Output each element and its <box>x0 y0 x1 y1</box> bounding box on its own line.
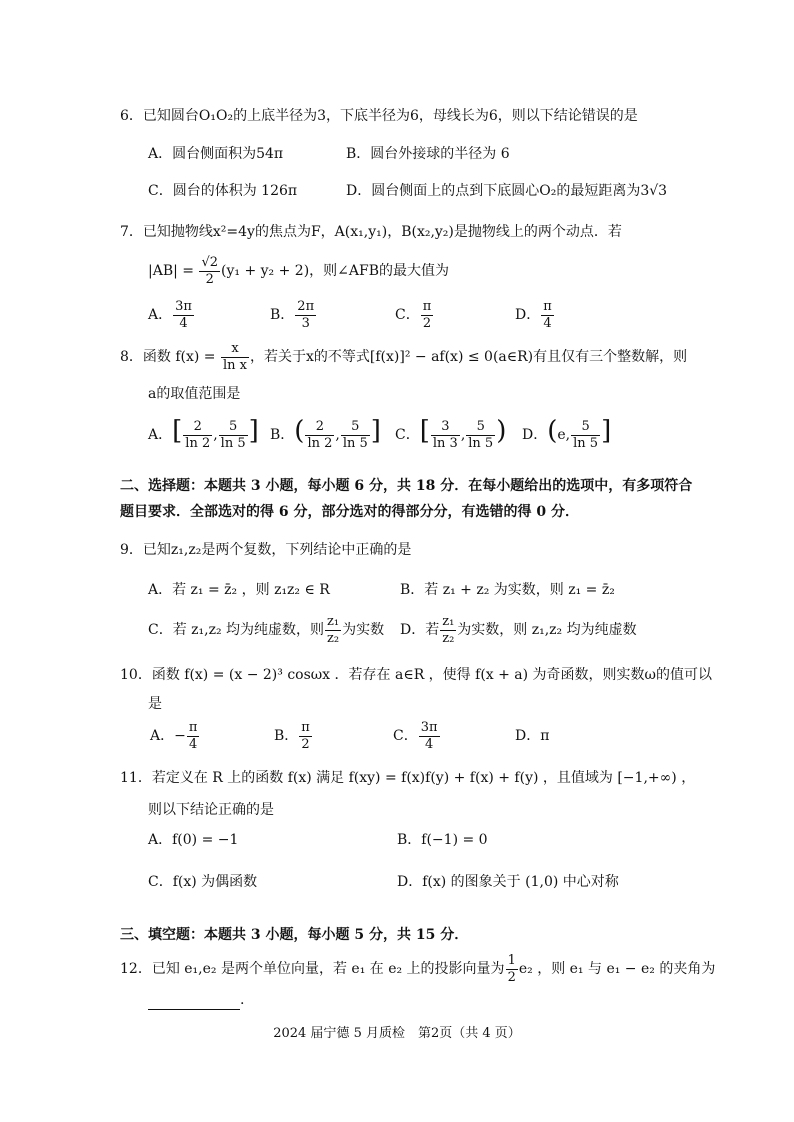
q8-option-c: C．[ $\frac{3}{\ln 3}$ , $\frac{5}{\ln 5}$ ) <box>395 416 507 451</box>
q7-b-den: 3 <box>301 315 310 331</box>
q10-b-den: 2 <box>301 736 310 752</box>
q8-c-rbracket: ) <box>496 416 507 446</box>
q8-d-d2: ln 5 <box>573 435 599 451</box>
q7-stem: 7．已知抛物线x²=4y的焦点为F，A(x₁,y₁)，B(x₂,y₂)是抛物线上的两个动点．若 <box>120 224 622 240</box>
q9-c-den: z₂ <box>327 630 340 646</box>
q8-f-num: x <box>221 341 249 358</box>
q10-a-den: 4 <box>188 736 198 752</box>
q10-c-frac <box>419 720 440 753</box>
q9-c-pre: C．若 z₁,z₂ 均为纯虚数，则 <box>148 622 325 638</box>
q12-end: . <box>240 992 245 1008</box>
q7-option-a <box>148 298 195 332</box>
q7-a-label: A． <box>148 307 173 323</box>
q11-stem-2: 则以下结论正确的是 <box>148 802 274 818</box>
q8-b-label: B． <box>270 427 295 443</box>
q10-option-b <box>274 718 313 754</box>
q8-c-frac2 <box>466 419 495 452</box>
q11-option-b: B．f(−1) = 0 <box>397 832 488 848</box>
q10-a-label: A．− <box>150 728 186 744</box>
q8-c-lbracket: [ <box>419 416 430 446</box>
q8-b-n2: 5 <box>341 419 370 436</box>
q8-a-n1: 2 <box>183 419 212 436</box>
q10-c-num: 3π <box>420 719 438 735</box>
q11-option-d: D．f(x) 的图象关于 (1,0) 中心对称 <box>397 874 619 890</box>
q9-d-post: 为实数，则 z₁,z₂ 均为纯虚数 <box>457 622 637 638</box>
section2-heading-2: 题目要求．全部选对的得 6 分，部分选对的得部分分，有选错的得 0 分． <box>120 504 579 520</box>
q8-f-frac <box>221 341 249 374</box>
q8-f-den: ln x <box>223 357 247 373</box>
q9-stem: 9．已知z₁,z₂是两个复数，下列结论中正确的是 <box>120 542 412 558</box>
q7-option-d <box>515 298 555 332</box>
q6-option-d: D．圆台侧面上的点到下底圆心O₂的最短距离为3√3 <box>346 183 668 199</box>
q10-stem: 10．函数 f(x) = (x − 2)³ cosωx ．若存在 a∈R ，使得 f(x + a) 为奇函数，则实数ω的值可以 <box>120 667 712 683</box>
q8-c-n2: 5 <box>466 419 495 436</box>
q7-cond-den: 2 <box>205 271 214 287</box>
q9-d-frac <box>440 614 456 647</box>
q9-option-b: B．若 z₁ + z₂ 为实数，则 z₁ = z̄₂ <box>400 582 615 598</box>
q9-d-num: z₁ <box>442 613 455 629</box>
q7-cond-pre: |AB| = <box>148 263 199 279</box>
page-footer: 2024 届宁德 5 月质检 第2页（共 4 页） <box>273 1026 521 1041</box>
answer-blank[interactable] <box>148 995 240 1010</box>
q8-d-n2: 5 <box>571 419 600 436</box>
q8-option-d <box>522 412 611 454</box>
q7-d-label: D． <box>515 307 541 323</box>
q9-c-frac <box>325 614 341 647</box>
q8-option-b: B．( $\frac{2}{\ln 2}$ , $\frac{5}{\ln 5}$ ] <box>270 416 381 451</box>
q8-d-label: D． <box>522 427 548 443</box>
q8-a-d2: ln 5 <box>220 435 246 451</box>
q7-a-num: 3π <box>175 298 192 314</box>
q8-d-rbracket: ] <box>601 416 612 446</box>
q11-option-a: A．f(0) = −1 <box>148 832 239 848</box>
q6-option-a: A．圆台侧面积为54π <box>148 146 284 162</box>
q10-c-den: 4 <box>424 736 434 752</box>
q7-a-frac <box>173 299 194 332</box>
q11-stem: 11．若定义在 R 上的函数 f(x) 满足 f(xy) = f(x)f(y) + f(x) + f(y) ，且值域为 [−1,+∞) ， <box>120 770 696 786</box>
q7-option-b <box>270 298 317 332</box>
q8-c-label: C． <box>395 427 420 443</box>
q12-num: 1 <box>507 952 516 968</box>
q8-d-frac2 <box>571 419 600 452</box>
q7-cond-num: √2 <box>201 254 219 270</box>
q8-b-rbracket: ] <box>370 416 381 446</box>
q7-b-num: 2π <box>297 298 315 314</box>
q9-d-pre: D．若 <box>400 622 440 638</box>
q12-stem <box>120 952 715 986</box>
q8-b-frac1 <box>305 419 334 452</box>
q9-option-a: A．若 z₁ = z̄₂ ，则 z₁z₂ ∈ R <box>148 582 330 598</box>
q8-stem <box>120 340 687 374</box>
q8-b-d2: ln 5 <box>342 435 368 451</box>
q10-b-num: π <box>301 719 310 735</box>
q12-den: 2 <box>507 969 516 985</box>
q7-c-frac <box>421 299 434 332</box>
q8-c-frac1 <box>431 419 460 452</box>
q7-b-label: B． <box>270 307 295 323</box>
q8-a-d1: ln 2 <box>185 435 211 451</box>
q8-stem-2: a的取值范围是 <box>148 386 241 402</box>
q7-condition <box>148 254 449 288</box>
q10-a-num: π <box>188 719 198 735</box>
q10-option-c <box>393 718 441 754</box>
q9-c-num: z₁ <box>327 613 340 629</box>
q10-option-d: D．π <box>515 728 550 744</box>
q12-frac <box>506 953 518 986</box>
q12-stem-post: e₂ ，则 e₁ 与 e₁ − e₂ 的夹角为 <box>518 961 716 977</box>
section2-heading: 二、选择题：本题共 3 小题，每小题 6 分，共 18 分．在每小题给出的选项中，有多项符合 <box>120 478 693 494</box>
section3-heading: 三、填空题：本题共 3 小题，每小题 5 分，共 15 分． <box>120 927 469 943</box>
q8-d-e: e, <box>557 427 571 443</box>
q8-a-frac2 <box>219 419 248 452</box>
q10-b-frac <box>299 720 312 753</box>
q7-c-num: π <box>422 298 432 314</box>
q8-option-a: A．[ $\frac{2}{\ln 2}$ , $\frac{5}{\ln 5}$ ] <box>148 416 259 451</box>
q7-d-den: 4 <box>543 315 552 331</box>
q10-b-label: B． <box>274 728 299 744</box>
q8-a-frac1 <box>183 419 212 452</box>
q8-a-label: A． <box>148 427 173 443</box>
q10-stem-2: 是 <box>148 696 162 712</box>
q8-c-d1: ln 3 <box>432 435 458 451</box>
q8-b-lbracket: ( <box>294 416 305 446</box>
q6-stem: 6．已知圆台O₁O₂的上底半径为3，下底半径为6，母线长为6，则以下结论错误的是 <box>120 108 638 124</box>
q12-answer-line <box>148 990 244 1010</box>
q6-option-b: B．圆台外接球的半径为 6 <box>346 146 510 162</box>
q10-c-label: C． <box>393 728 418 744</box>
q11-option-c: C．f(x) 为偶函数 <box>148 874 258 890</box>
q12-stem-pre: 12．已知 e₁,e₂ 是两个单位向量，若 e₁ 在 e₂ 上的投影向量为 <box>120 961 505 977</box>
q9-c-post: 为实数 <box>342 622 385 638</box>
q7-d-frac <box>541 299 554 332</box>
q7-c-label: C． <box>395 307 420 323</box>
q8-b-frac2 <box>341 419 370 452</box>
q8-stem-pre: 8．函数 f(x) = <box>120 349 220 365</box>
q8-d-lbracket: ( <box>547 416 558 446</box>
q6-option-c: C．圆台的体积为 126π <box>148 183 298 199</box>
q7-cond-fraction <box>199 255 220 288</box>
q9-option-c <box>148 612 384 648</box>
q8-b-n1: 2 <box>305 419 334 436</box>
q7-c-den: 2 <box>422 315 432 331</box>
q7-cond-post: (y₁ + y₂ + 2)，则∠AFB的最大值为 <box>221 263 450 279</box>
q10-a-frac <box>187 720 200 753</box>
q8-stem-post: ，若关于x的不等式[f(x)]² − af(x) ≤ 0(a∈R)有且仅有三个整数解，则 <box>250 349 688 365</box>
q8-c-d2: ln 5 <box>468 435 494 451</box>
q8-c-n1: 3 <box>431 419 460 436</box>
q10-option-a <box>150 718 200 754</box>
q7-option-c <box>395 298 434 332</box>
q8-b-d1: ln 2 <box>307 435 333 451</box>
q8-a-rbracket: ] <box>248 416 259 446</box>
q8-a-lbracket: [ <box>172 416 183 446</box>
q7-a-den: 4 <box>179 315 188 331</box>
q8-a-n2: 5 <box>219 419 248 436</box>
q9-d-den: z₂ <box>442 630 455 646</box>
q9-option-d <box>400 612 637 648</box>
q7-d-num: π <box>543 298 552 314</box>
q7-b-frac <box>295 299 316 332</box>
